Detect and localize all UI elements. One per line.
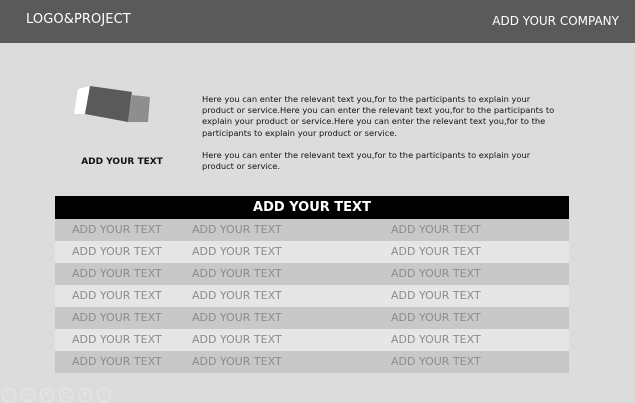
table-cell: ADD YOUR TEXT — [391, 333, 481, 346]
more-icon[interactable]: ⋯ — [97, 388, 111, 402]
paragraph-1: Here you can enter the relevant text you,for to the participants to explain your product or service.Here you can enter the relevant text you,for to the participants to explain your product or service.Here you can enter the relevant text you,for to the participants to explain your product or service. — [202, 94, 555, 138]
table-cell: ADD YOUR TEXT — [72, 267, 162, 280]
table-cell: ADD YOUR TEXT — [192, 311, 282, 324]
pen-icon[interactable]: ✎ — [40, 388, 54, 402]
company-name: ADD YOUR COMPANY — [492, 14, 619, 28]
table-cell: ADD YOUR TEXT — [391, 245, 481, 258]
table-cell: ADD YOUR TEXT — [192, 355, 282, 368]
data-table — [55, 196, 569, 373]
table-row — [55, 285, 569, 307]
table-cell: ADD YOUR TEXT — [72, 289, 162, 302]
zoom-icon[interactable]: ⚲ — [78, 388, 92, 402]
table-cell: ADD YOUR TEXT — [72, 245, 162, 258]
table-cell: ADD YOUR TEXT — [72, 311, 162, 324]
table-row — [55, 329, 569, 351]
table-cell: ADD YOUR TEXT — [391, 355, 481, 368]
image-caption: ADD YOUR TEXT — [81, 157, 163, 167]
table-header: ADD YOUR TEXT — [55, 196, 569, 219]
table-row — [55, 241, 569, 263]
table-row — [55, 351, 569, 373]
table-cell: ADD YOUR TEXT — [72, 333, 162, 346]
description-text — [202, 94, 562, 183]
header-bar — [0, 0, 635, 43]
table-cell: ADD YOUR TEXT — [391, 311, 481, 324]
table-cell: ADD YOUR TEXT — [192, 333, 282, 346]
table-row — [55, 263, 569, 285]
previous-icon[interactable]: ← — [2, 388, 16, 402]
table-cell: ADD YOUR TEXT — [391, 267, 481, 280]
table-row — [55, 219, 569, 241]
placeholder-graphic-icon — [74, 86, 154, 128]
table-cell: ADD YOUR TEXT — [192, 289, 282, 302]
paragraph-2: Here you can enter the relevant text you,for to the participants to explain your product or service. — [202, 149, 531, 172]
table-cell: ADD YOUR TEXT — [391, 223, 481, 236]
table-row — [55, 307, 569, 329]
slides-icon[interactable]: □ — [59, 388, 73, 402]
table-cell: ADD YOUR TEXT — [192, 223, 282, 236]
next-icon[interactable]: → — [21, 388, 35, 402]
logo-text: LOGO&PROJECT — [26, 12, 131, 27]
table-cell: ADD YOUR TEXT — [391, 289, 481, 302]
table-cell: ADD YOUR TEXT — [192, 267, 282, 280]
table-cell: ADD YOUR TEXT — [192, 245, 282, 258]
table-cell: ADD YOUR TEXT — [72, 355, 162, 368]
table-cell: ADD YOUR TEXT — [72, 223, 162, 236]
